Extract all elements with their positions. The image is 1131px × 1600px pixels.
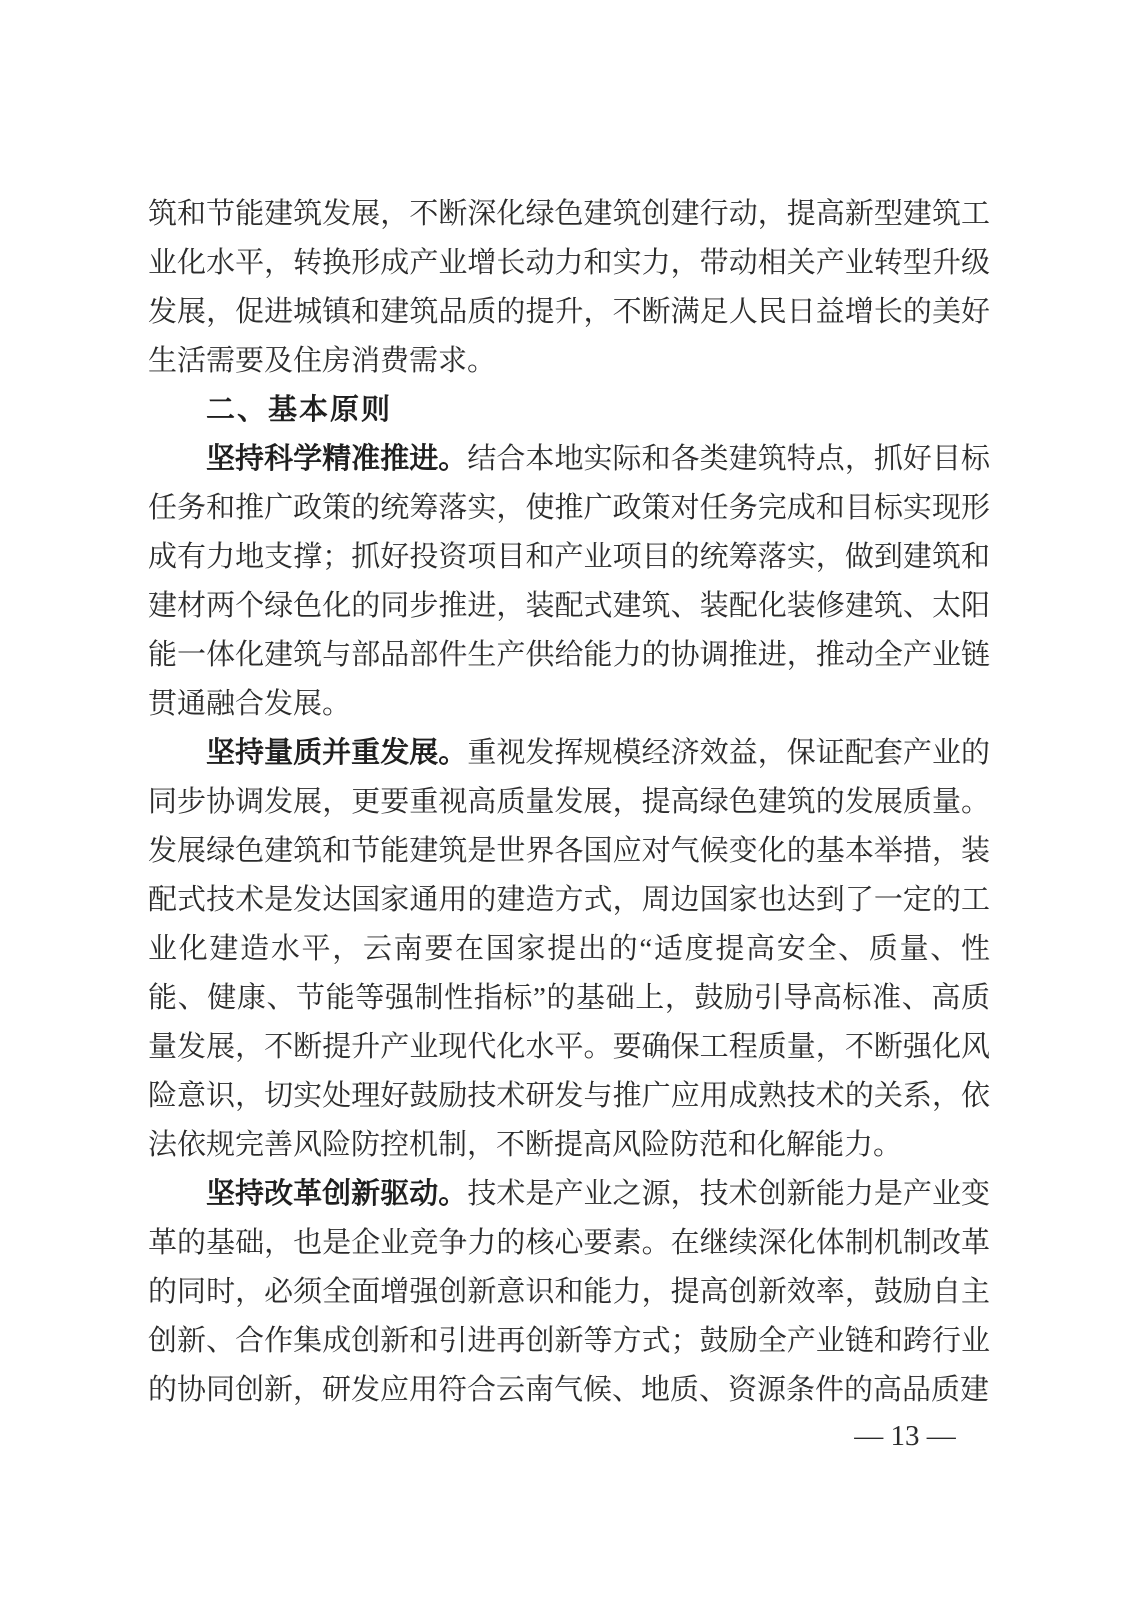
page-number: — 13 — (854, 1420, 956, 1452)
paragraph (148, 190, 990, 386)
paragraph-lead: 坚持量质并重发展。 (206, 737, 468, 769)
paragraph (148, 1170, 990, 1415)
paragraph-text: 筑和节能建筑发展，不断深化绿色建筑创建行动，提高新型建筑工业化水平，转换形成产业增长动力和实力，带动相关产业转型升级发展，促进城镇和建筑品质的提升，不断满足人民日益增长的美好生活需要及住房消费需求。 (148, 198, 990, 377)
document-body (148, 190, 990, 1415)
paragraph-lead: 坚持科学精准推进。 (206, 443, 468, 475)
paragraph-lead: 坚持改革创新驱动。 (206, 1178, 468, 1210)
section-heading: 二、基本原则 (206, 394, 393, 426)
paragraph-text: 技术是产业之源，技术创新能力是产业变革的基础，也是企业竞争力的核心要素。在继续深化体制机制改革的同时，必须全面增强创新意识和能力，提高创新效率，鼓励自主创新、合作集成创新和引进再创新等方式；鼓励全产业链和跨行业的协同创新，研发应用符合云南气候、地质、资源条件的高品质建 (148, 1178, 990, 1406)
paragraph-text: 结合本地实际和各类建筑特点，抓好目标任务和推广政策的统筹落实，使推广政策对任务完成和目标实现形成有力地支撑；抓好投资项目和产业项目的统筹落实，做到建筑和建材两个绿色化的同步推进，装配式建筑、装配化装修建筑、太阳能一体化建筑与部品部件生产供给能力的协调推进，推动全产业链贯通融合发展。 (148, 443, 990, 720)
paragraph-text: 重视发挥规模经济效益，保证配套产业的同步协调发展，更要重视高质量发展，提高绿色建筑的发展质量。发展绿色建筑和节能建筑是世界各国应对气候变化的基本举措，装配式技术是发达国家通用的建造方式，周边国家也达到了一定的工业化建造水平，云南要在国家提出的“适度提高安全、质量、性能、健康、节能等强制性指标”的基础上，鼓励引导高标准、高质量发展，不断提升产业现代化水平。要确保工程质量，不断强化风险意识，切实处理好鼓励技术研发与推广应用成熟技术的关系，依法依规完善风险防控机制，不断提高风险防范和化解能力。 (148, 737, 990, 1161)
paragraph (148, 729, 990, 1170)
paragraph (148, 435, 990, 729)
